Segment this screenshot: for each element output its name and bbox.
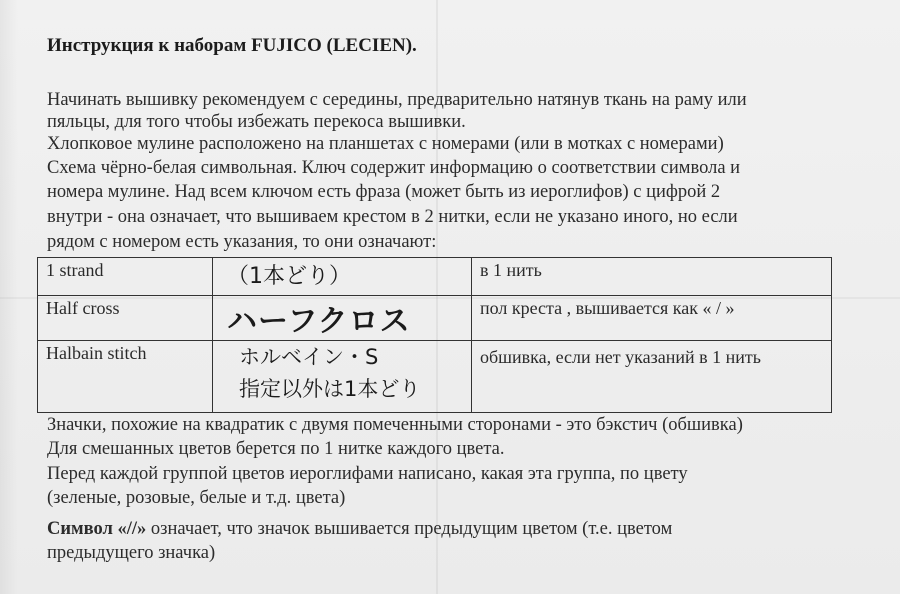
table-cell-english: Half cross [38, 296, 213, 341]
text-line: Для смешанных цветов берется по 1 нитке каждого цвета. [47, 439, 505, 459]
text-line: (зеленые, розовые, белые и т.д. цвета) [47, 488, 346, 508]
table-cell-russian: обшивка, если нет указаний в 1 нить [472, 341, 832, 413]
stitch-key-table [37, 257, 832, 413]
text-line: внутри - она означает, что вышиваем крестом в 2 нитки, если не указано иного, но если [47, 207, 738, 227]
japanese-label: 指定以外は1本どり [239, 377, 421, 401]
table-cell-japanese [213, 341, 472, 413]
table-cell-japanese [213, 258, 472, 296]
table-row [38, 341, 832, 413]
text-line: Хлопковое мулине расположено на планшетах с номерами (или в мотках с номерами) [47, 134, 724, 154]
symbol-label: Символ «//» [47, 519, 147, 539]
text-line: Значки, похожие на квадратик с двумя помеченными сторонами - это бэкстич (обшивка) [47, 415, 743, 435]
text-line: рядом с номером есть указания, то они означают: [47, 232, 437, 252]
table-cell-english: 1 strand [38, 258, 213, 296]
text-line: пяльцы, для того чтобы избежать перекоса вышивки. [47, 112, 466, 132]
table-cell-russian: в 1 нить [472, 258, 832, 296]
table-cell-russian: пол креста , вышивается как « / » [472, 296, 832, 341]
japanese-label: ホルベイン・S [239, 345, 379, 369]
table-cell-english: Halbain stitch [38, 341, 213, 413]
japanese-label: （1本どり） [227, 264, 351, 289]
japanese-label: ハーフクロス [227, 304, 411, 339]
symbol-note [47, 518, 672, 540]
table-row [38, 258, 832, 296]
text-line: Перед каждой группой цветов иероглифами написано, какая эта группа, по цвету [47, 464, 688, 484]
table-row [38, 296, 832, 341]
text-line: предыдущего значка) [47, 543, 216, 563]
table-cell-japanese [213, 296, 472, 341]
text-line: Схема чёрно-белая символьная. Ключ содержит информацию о соответствии символа и [47, 158, 741, 178]
text-line: номера мулине. Над всем ключом есть фраза (может быть из иероглифов) с цифрой 2 [47, 182, 721, 202]
symbol-text: означает, что значок вышивается предыдущим цветом (т.е. цветом [146, 519, 673, 539]
text-line: Начинать вышивку рекомендуем с середины, предварительно натянув ткань на раму или [47, 90, 747, 110]
document-title: Инструкция к наборам FUJICO (LECIEN). [47, 35, 417, 56]
